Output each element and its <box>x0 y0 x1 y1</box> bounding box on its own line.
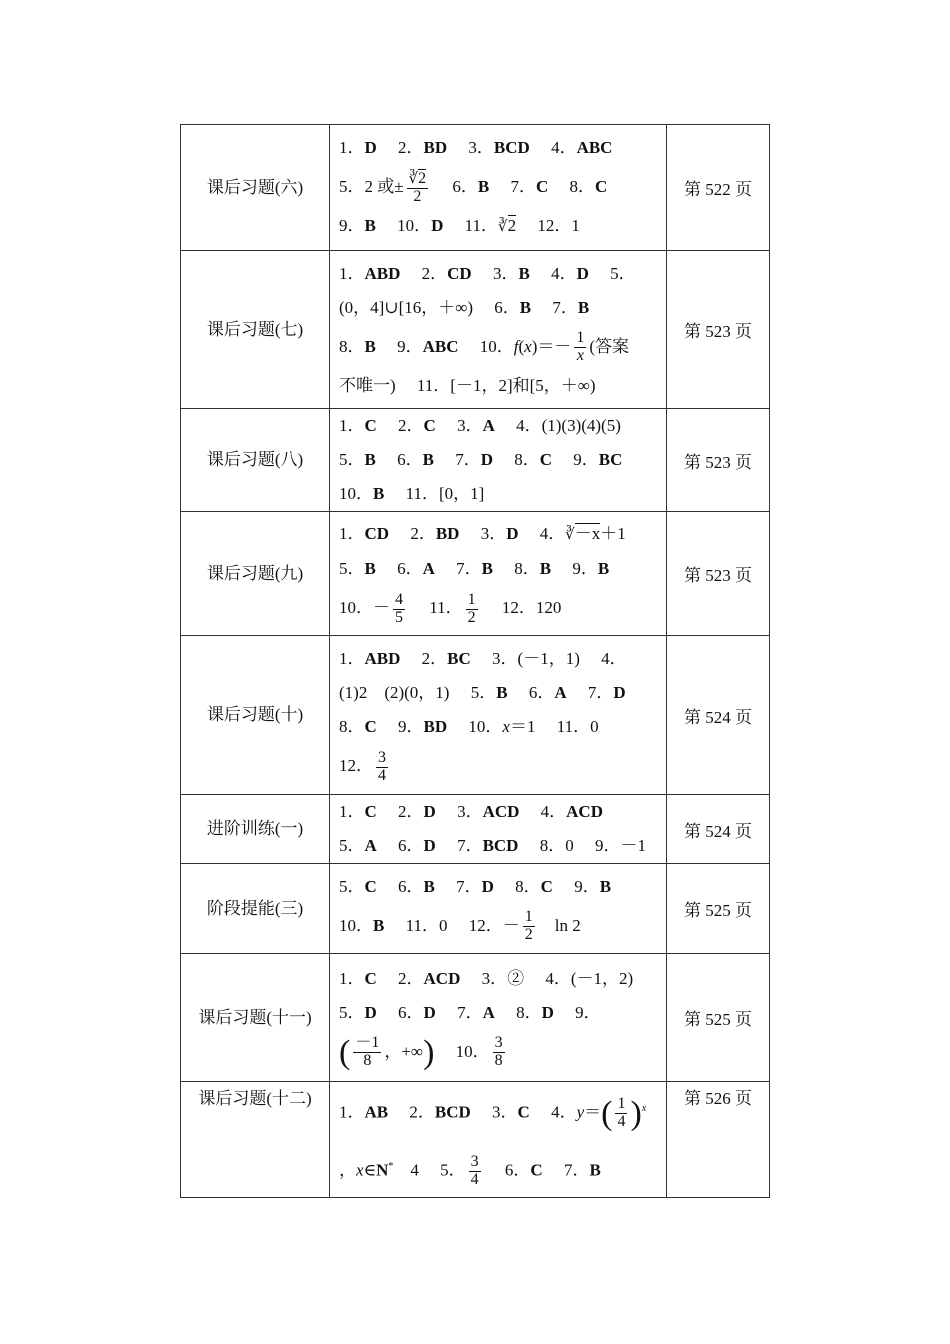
answers-cell: 1．C 2．D 3．ACD 4．ACD 5．A 6．D 7．BCD 8．0 9．－1 <box>330 795 667 864</box>
row-label: 课后习题(六) <box>181 125 330 251</box>
table-row <box>181 795 770 864</box>
table-row <box>181 512 770 636</box>
table-row <box>181 125 770 251</box>
fraction: $\frac{3}{8}$ <box>494 1034 503 1070</box>
row-label: 课后习题(八) <box>181 409 330 512</box>
fraction: $\frac{4}{5}$ <box>395 590 403 626</box>
answers-cell: 5．C 6．B 7．D 8．C 9．B 10．B 11．0 12．－ $\frac{1}{2}$ ln 2 <box>330 864 667 954</box>
page-ref: 第 523 页 <box>667 251 770 409</box>
row-label: 课后习题(十一) <box>181 954 330 1082</box>
fraction: $\frac{1}{2}$ <box>524 908 533 944</box>
answers-cell: 1．D 2．BD 3．BCD 4．ABC 5．2 或± $\frac{∛2}{2}$ 6．B 7．C 8．C 9．B 10．D 11．∛2 12．1 <box>330 125 667 251</box>
row-label: 课后习题(七) <box>181 251 330 409</box>
page-ref: 第 522 页 <box>667 125 770 251</box>
row-label: 课后习题(九) <box>181 512 330 636</box>
answers-cell: 1．AB 2．BCD 3．C 4．y＝( $\frac{1}{4}$ )$^x$ ，x∈N* 4 5． $\frac{3}{4}$ 6．C 7．B <box>330 1082 667 1198</box>
row-label: 课后习题(十) <box>181 636 330 795</box>
table-row <box>181 954 770 1082</box>
page-ref: 第 525 页 <box>667 954 770 1082</box>
table-row <box>181 251 770 409</box>
fraction: $\frac{3}{4}$ <box>378 748 386 784</box>
page-ref: 第 523 页 <box>667 512 770 636</box>
page-ref: 第 525 页 <box>667 864 770 954</box>
fraction: $\frac{∛2}{2}$ <box>408 169 427 205</box>
table-row <box>181 864 770 954</box>
answers-cell: 1．ABD 2．BC 3．(－1，1) 4． (1)2 (2)(0，1) 5．B 6．A 7．D 8．C 9．BD 10．x＝1 11．0 12． $\frac{3}{4}$ <box>330 636 667 795</box>
table-row <box>181 409 770 512</box>
answers-cell: 1．ABD 2．CD 3．B 4．D 5． (0，4]∪[16，＋∞) 6．B 7．B 8．B 9．ABC 10．f(x)＝－ $\frac{1}{x}$ (答案 不唯一) 11．[－1，2]和[5，＋∞) <box>330 251 667 409</box>
fraction: $\frac{1}{4}$ <box>617 1095 626 1131</box>
row-label: 阶段提能(三) <box>181 864 330 954</box>
page-ref: 第 524 页 <box>667 636 770 795</box>
answers-cell: 1．CD 2．BD 3．D 4．∛－x＋1 5．B 6．A 7．B 8．B 9．B 10．－ $\frac{4}{5}$ 11． $\frac{1}{2}$ 12．120 <box>330 512 667 636</box>
answers-cell: 1．C 2．C 3．A 4．(1)(3)(4)(5) 5．B 6．B 7．D 8．C 9．BC 10．B 11．[0，1] <box>330 409 667 512</box>
fraction: $\frac{1}{x}$ <box>576 329 585 365</box>
page-ref: 第 524 页 <box>667 795 770 864</box>
fraction: $\frac{1}{2}$ <box>467 590 476 626</box>
answers-cell: 1．C 2．ACD 3．② 4．(－1，2) 5．D 6．D 7．A 8．D 9． ( $\frac{-1}{8}$ ，+∞) 10． $\frac{3}{8}$ <box>330 954 667 1082</box>
page-ref: 第 523 页 <box>667 409 770 512</box>
table-row <box>181 1082 770 1198</box>
page-ref: 第 526 页 <box>667 1082 770 1198</box>
row-label: 课后习题(十二) <box>181 1082 330 1198</box>
fraction: $\frac{3}{4}$ <box>470 1153 479 1188</box>
row-label: 进阶训练(一) <box>181 795 330 864</box>
fraction: $\frac{-1}{8}$ <box>355 1034 380 1070</box>
table-row <box>181 636 770 795</box>
answer-index-table <box>180 124 770 1198</box>
